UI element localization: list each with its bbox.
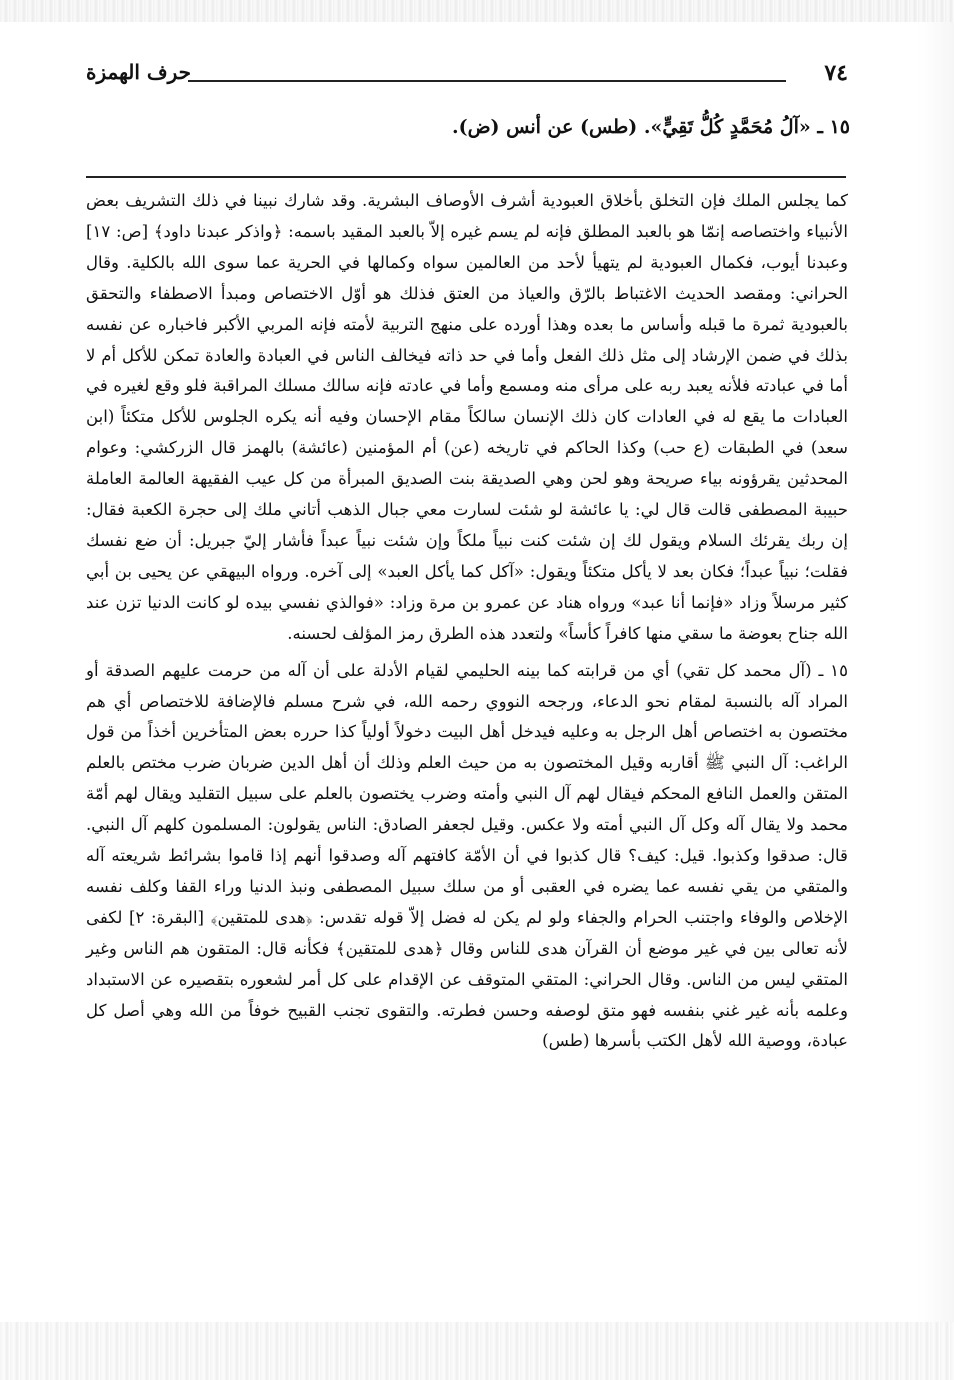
page-number: ٧٤ [824, 60, 848, 86]
commentary-paragraph-1: كما يجلس الملك فإن التخلق بأخلاق العبودية أشرف الأوصاف البشرية. وقد شارك نبينا في ذلك التشريف بعض الأنبياء واختصاصه إنمّا هو بالعبد المطلق فإنه لم يسم غيره إلاّ بالعبد المقيد باسمه: ﴿واذكر عبدنا داود﴾ [ص: ١٧] وعبدنا أيوب، فكمال العبودية لم يتهيأ لأحد من العالمين سواه وكمالها في الحرية عما سوى الله بالكلية. وقال الحراني: ومقصد الحديث الاغتباط بالرّق والعياذ من العتق فذلك هو أوّل الاختصاص ومبدأ الاصطفاء والتحقق بالعبودية ثمرة ما قبله وأساس ما بعده وهذا أورده على منهج التربية لأمته فإنه المربي الأكبر فاخباره عن نفسه بذلك في ضمن الإرشاد إلى مثل ذلك الفعل وأما في حد ذاته فيخالف الناس في العبادة والعادة تمكن للأكل أم لا أما في عبادته فلأنه يعبد ربه على مرأى منه ومسمع وأما في عادته فإنه سالك مسلك المراقبة فلو وقع لغيره في العبادات ما يقع له في العادات كان ذلك الإنسان سالكاً مقام الإحسان وفيه أنه يكره الجلوس للأكل متكئاً (ابن سعد) في الطبقات (ع حب) وكذا الحاكم في تاريخه (عن) أم المؤمنين (عائشة) بالهمز قال الزركشي: وعوام المحدثين يقرؤونه بياء صريحة وهو لحن وهي الصديقة بنت الصديق المبرأة من كل عيب الفقيهة العالمة العاملة حبيبة المصطفى قالت قال لي: يا عائشة لو شئت لسارت معي جبال الذهب أتاني ملك إلى حجرة الكعبة فقال: إن ربك يقرئك السلام ويقول لك إن شئت كنت نبياً ملكاً وإن شئت نبياً عبداً فأشار إليّ جبريل: أن ضع نفسك فقلت؛ نبياً عبداً؛ فكان بعد لا يأكل متكئاً ويقول: «آكل كما يأكل العبد» إلى آخره. ورواه البيهقي عن يحيى بن أبي كثير مرسلاً وزاد «فإنما أنا عبد» ورواه هناد عن عمرو بن مرة وزاد: «فوالذي نفسي بيده لو كانت الدنيا تزن عند الله جناح بعوضة ما سقي منها كافراً كأساً» ولتعدد هذه الطرق رمز المؤلف لحسنه. [86, 191, 848, 643]
hadith-text: ١٥ ـ «آلُ مُحَمَّدٍ كُلُّ تَقِيٍّ». (طس) عن أنس (ض). [451, 116, 850, 138]
commentary-paragraph-2: ١٥ ـ (آل محمد كل تقي) أي من قرابته كما بينه الحليمي لقيام الأدلة على أن آله من حرمت عليهم الصدقة أو المراد آله بالنسبة لمقام نحو الدعاء، ورجحه النووي رحمه الله، في شرح مسلم فالإضافة للاختصاص أي هم مختصون به اختصاص أهل الرجل به وعليه فيدخل أهل البيت دخولاً أولياً كذا حرره بعض المتأخرين أخذاً من قول الراغب: آل النبي ﷺ أقاربه وقيل المختصون به من حيث العلم وذلك أن أهل الدين ضربان ضرب مختص بالعلم المتقن والعمل النافع المحكم فيقال لهم آل النبي وأمته وضرب يختصون بالعلم على سبيل التقليد ويقال لهم أمّة محمد ولا يقال آله وكل آل النبي أمته ولا عكس. وقيل لجعفر الصادق: الناس يقولون: المسلمون كلهم آل النبي. قال: صدقوا وكذبوا. قيل: كيف؟ قال كذبوا في أن الأمّة كافتهم آله وصدقوا أنهم إذا قاموا بشرائط شريعته آله والمتقي من يقي نفسه عما يضره في العقبى أو من سلك سبيل المصطفى ونبذ الدنيا وراء القفا وكلف نفسه الإخلاص والوفاء واجتنب الحرام والجفاء ولو لم يكن له فضل إلاّ قوله تقدس: ﴿هدى للمتقين﴾ [البقرة: ٢] لكفى لأنه تعالى بين في غير موضع أن القرآن هدى للناس وقال ﴿هدى للمتقين﴾ فكأنه قال: المتقون هم الناس وغير المتقي ليس من الناس. وقال الحراني: المتقي المتوقف عن الإقدام على كل أمر لشعوره بتقصيره عن الاستبداد وعلمه بأنه غير غني بنفسه فهو متق لوصفه وحسن فطرته. والتقوى تجنب القبيح خوفاً من الله وهي أصل كل عبادة، ووصية الله لأهل الكتب بأسرها (طس) [86, 660, 848, 1051]
scan-noise-top [0, 0, 954, 22]
commentary-body [86, 186, 848, 1057]
chapter-title: حرف الهمزة [86, 60, 192, 84]
header-rule [188, 80, 786, 82]
page-header [86, 60, 848, 90]
scan-shadow-right [918, 22, 954, 1322]
section-divider [86, 176, 846, 178]
scan-noise-bottom [0, 1322, 954, 1380]
